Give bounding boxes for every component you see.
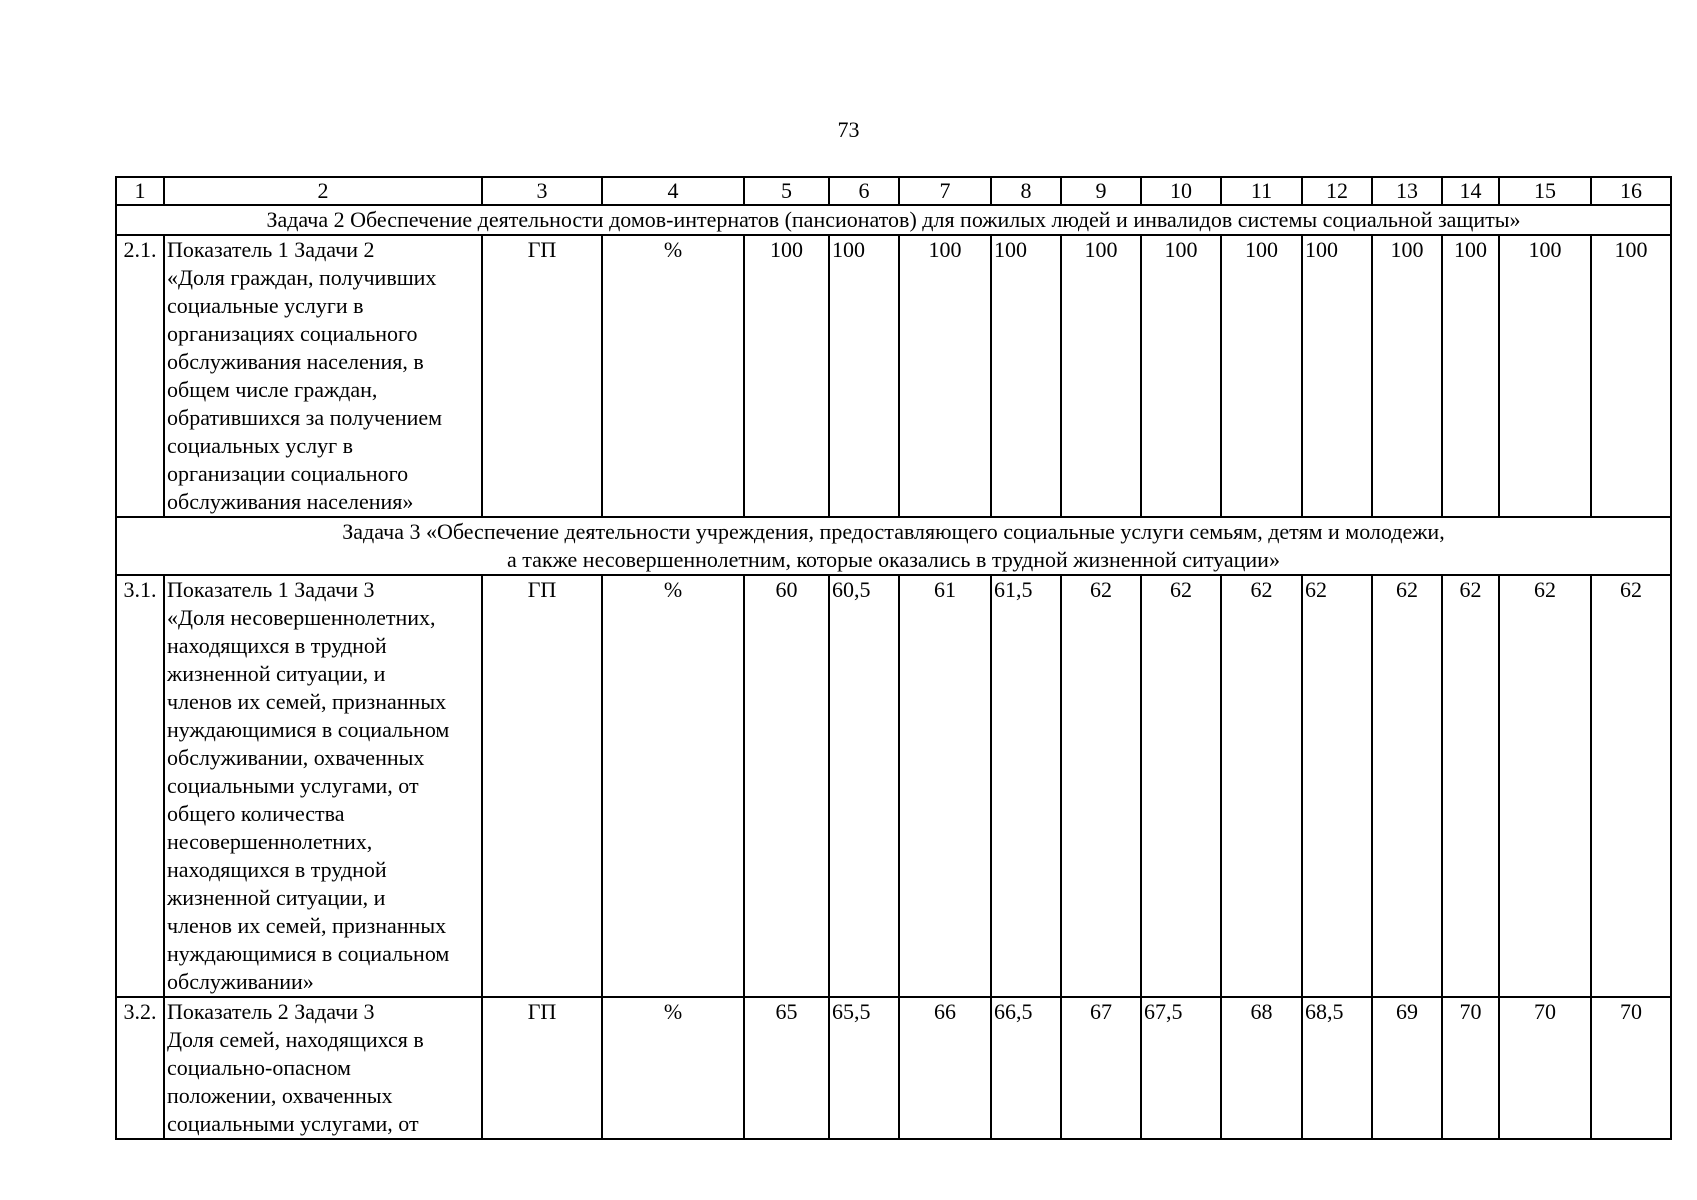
row-number: 3.1. bbox=[116, 575, 164, 997]
column-header: 13 bbox=[1372, 177, 1442, 205]
indicator-type: ГП bbox=[482, 997, 602, 1139]
value-cell: 100 bbox=[1591, 235, 1671, 517]
task-2-title: Задача 2 Обеспечение деятельности домов-интернатов (пансионатов) для пожилых людей и инвалидов системы социальной защиты» bbox=[116, 205, 1671, 235]
value-cell: 100 bbox=[899, 235, 991, 517]
value-cell: 65,5 bbox=[829, 997, 899, 1139]
value-cell: 61 bbox=[899, 575, 991, 997]
indicator-unit: % bbox=[602, 575, 744, 997]
column-header: 8 bbox=[991, 177, 1061, 205]
value-cell: 66 bbox=[899, 997, 991, 1139]
value-cell: 70 bbox=[1591, 997, 1671, 1139]
row-number: 3.2. bbox=[116, 997, 164, 1139]
table-row bbox=[116, 997, 1671, 1139]
indicator-unit: % bbox=[602, 997, 744, 1139]
column-header: 5 bbox=[744, 177, 829, 205]
value-cell: 62 bbox=[1141, 575, 1221, 997]
value-cell: 62 bbox=[1442, 575, 1499, 997]
indicator-type: ГП bbox=[482, 235, 602, 517]
value-cell: 65 bbox=[744, 997, 829, 1139]
value-cell: 100 bbox=[744, 235, 829, 517]
column-header: 12 bbox=[1302, 177, 1372, 205]
column-header: 15 bbox=[1499, 177, 1591, 205]
value-cell: 68,5 bbox=[1302, 997, 1372, 1139]
column-header: 1 bbox=[116, 177, 164, 205]
value-cell: 69 bbox=[1372, 997, 1442, 1139]
column-header: 2 bbox=[164, 177, 482, 205]
value-cell: 100 bbox=[1061, 235, 1141, 517]
task-3-header-row bbox=[116, 517, 1671, 575]
value-cell: 100 bbox=[1221, 235, 1302, 517]
indicator-description: Показатель 1 Задачи 2 «Доля граждан, получивших социальные услуги в организациях социального обслуживания населения, в общем числе граждан, обратившихся за получением социальных услуг в организации социального обслуживания населения» bbox=[164, 235, 482, 517]
value-cell: 67 bbox=[1061, 997, 1141, 1139]
value-cell: 62 bbox=[1061, 575, 1141, 997]
value-cell: 70 bbox=[1442, 997, 1499, 1139]
value-cell: 100 bbox=[1372, 235, 1442, 517]
value-cell: 68 bbox=[1221, 997, 1302, 1139]
column-header: 3 bbox=[482, 177, 602, 205]
value-cell: 100 bbox=[829, 235, 899, 517]
value-cell: 60 bbox=[744, 575, 829, 997]
row-number: 2.1. bbox=[116, 235, 164, 517]
indicator-unit: % bbox=[602, 235, 744, 517]
table-row bbox=[116, 235, 1671, 517]
column-header: 10 bbox=[1141, 177, 1221, 205]
indicator-description: Показатель 2 Задачи 3 Доля семей, находящихся в социально-опасном положении, охваченных социальными услугами, от bbox=[164, 997, 482, 1139]
value-cell: 100 bbox=[1302, 235, 1372, 517]
value-cell: 66,5 bbox=[991, 997, 1061, 1139]
column-header: 9 bbox=[1061, 177, 1141, 205]
value-cell: 62 bbox=[1372, 575, 1442, 997]
column-number-row bbox=[116, 177, 1671, 205]
value-cell: 67,5 bbox=[1141, 997, 1221, 1139]
task-2-header-row bbox=[116, 205, 1671, 235]
indicators-table bbox=[115, 176, 1672, 1140]
task-3-title: Задача 3 «Обеспечение деятельности учреждения, предоставляющего социальные услуги семьям, детям и молодежи, а также несовершеннолетним, которые оказались в трудной жизненной ситуации» bbox=[116, 517, 1671, 575]
value-cell: 100 bbox=[1499, 235, 1591, 517]
value-cell: 62 bbox=[1499, 575, 1591, 997]
column-header: 11 bbox=[1221, 177, 1302, 205]
column-header: 4 bbox=[602, 177, 744, 205]
column-header: 16 bbox=[1591, 177, 1671, 205]
table-row bbox=[116, 575, 1671, 997]
column-header: 7 bbox=[899, 177, 991, 205]
value-cell: 100 bbox=[1442, 235, 1499, 517]
indicator-description: Показатель 1 Задачи 3 «Доля несовершеннолетних, находящихся в трудной жизненной ситуации, и членов их семей, признанных нуждающимися в социальном обслуживании, охваченных социальными услугами, от общего количества несовершеннолетних, находящихся в трудной жизненной ситуации, и членов их семей, признанных нуждающимися в социальном обслуживании» bbox=[164, 575, 482, 997]
value-cell: 60,5 bbox=[829, 575, 899, 997]
indicator-type: ГП bbox=[482, 575, 602, 997]
value-cell: 61,5 bbox=[991, 575, 1061, 997]
value-cell: 62 bbox=[1221, 575, 1302, 997]
value-cell: 100 bbox=[1141, 235, 1221, 517]
value-cell: 70 bbox=[1499, 997, 1591, 1139]
page-number: 73 bbox=[837, 117, 860, 142]
column-header: 14 bbox=[1442, 177, 1499, 205]
column-header: 6 bbox=[829, 177, 899, 205]
value-cell: 62 bbox=[1302, 575, 1372, 997]
value-cell: 100 bbox=[991, 235, 1061, 517]
value-cell: 62 bbox=[1591, 575, 1671, 997]
